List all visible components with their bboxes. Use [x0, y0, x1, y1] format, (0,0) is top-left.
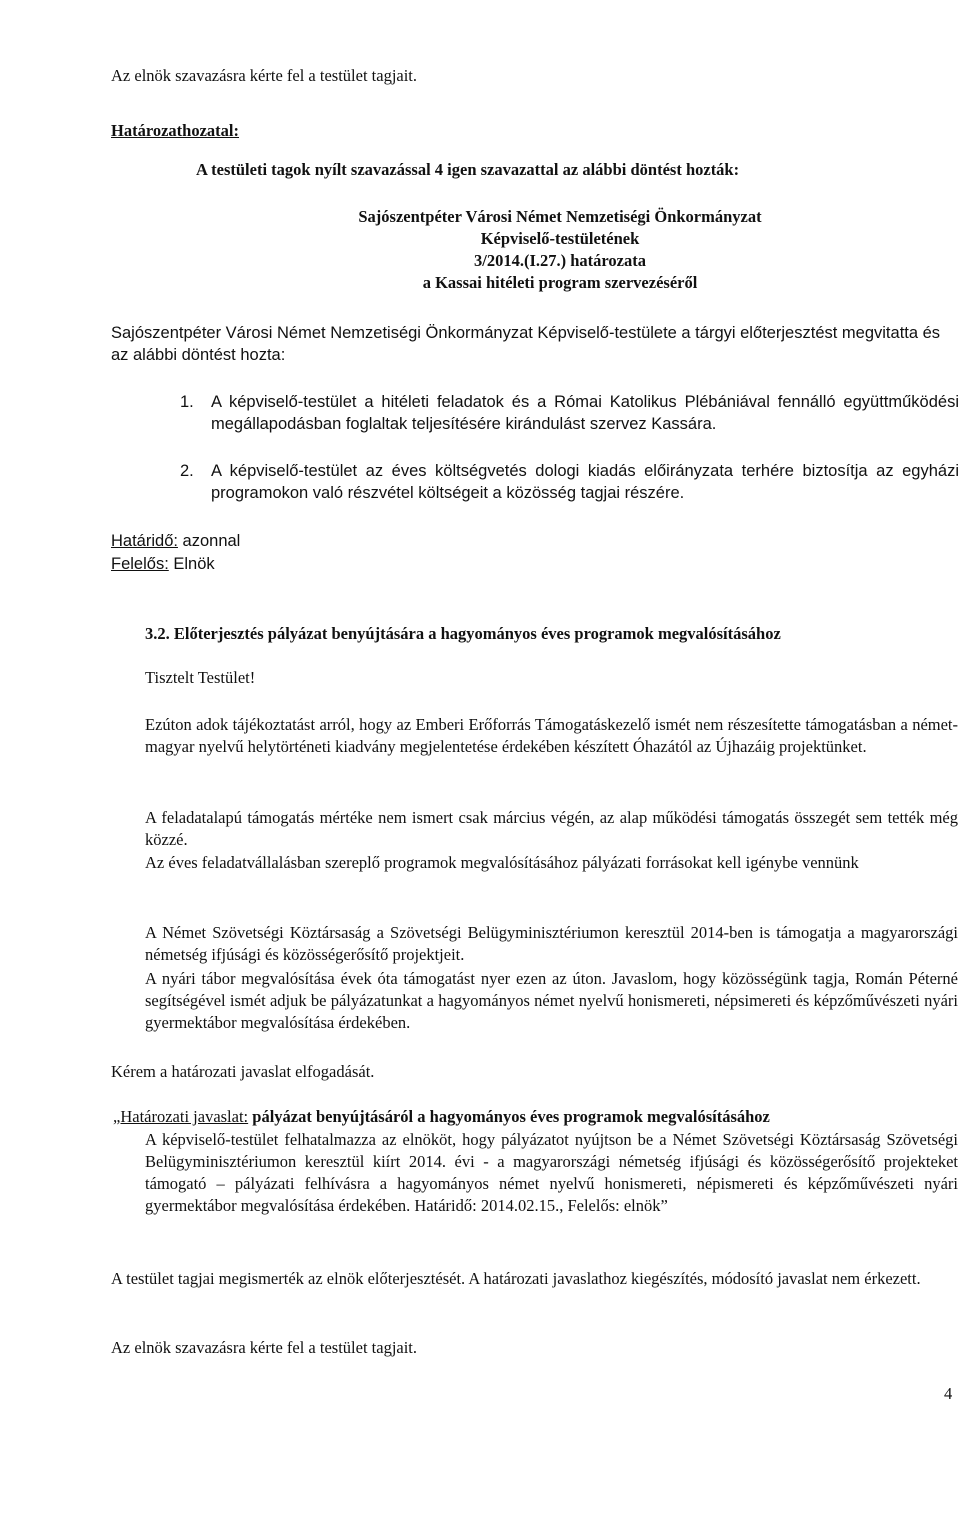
paragraph-2: A feladatalapú támogatás mértéke nem ismert csak március végén, az alap működési támogatás összegét sem tették még közzé. — [145, 808, 958, 849]
resolution-title-line3: 3/2014.(I.27.) határozata — [473, 251, 646, 270]
paragraph-1: Ezúton adok tájékoztatást arról, hogy az Emberi Erőforrás Támogatáskezelő ismét nem részesítette támogatásban a német-magyar nyelvű helytörténeti kiadvány megjelentetése érdekében készített Óhazától az Újhazáig projektünket. — [145, 715, 958, 756]
list-item-number: 2. — [180, 462, 194, 480]
resolution-title-line2: Képviselő-testületének — [480, 229, 640, 248]
list-item-text: A képviselő-testület a hitéleti feladatok és a Római Katolikus Plébániával fennálló együttműködési megállapodásban foglaltak teljesítésére kirándulást szervez Kassára. — [211, 393, 959, 433]
request-text: Kérem a határozati javaslat elfogadását. — [111, 1062, 375, 1081]
paragraph-3: Az éves feladatvállalásban szereplő programok megvalósításához pályázati forrásokat kell igénybe vennünk — [145, 853, 859, 872]
resolution-title — [280, 206, 840, 294]
responsible — [111, 553, 215, 575]
vote-result: A testületi tagok nyílt szavazással 4 igen szavazattal az alábbi döntést hozták: — [196, 160, 740, 179]
proposal-heading — [113, 1106, 960, 1128]
paragraph-5: A nyári tábor megvalósítása évek óta támogatást nyer ezen az úton. Javaslom, hogy közösségünk tagja, Román Péterné segítségével ismét adjuk be pályázatunkat a hagyományos német nyelvű honismereti, népsimereti és képzőművészeti nyári gyermektábor megvalósítása érdekében. — [145, 969, 958, 1032]
section-heading: 3.2. Előterjesztés pályázat benyújtására a hagyományos éves programok megvalósításához — [145, 624, 781, 643]
decision-heading: Határozathozatal: — [111, 121, 239, 140]
resolution-title-line4: a Kassai hitéleti program szervezéséről — [422, 273, 698, 292]
resolution-intro: Sajószentpéter Városi Német Nemzetiségi Önkormányzat Képviselő-testülete a tárgyi előterjesztést megvitatta és az alábbi döntést hozta: — [111, 324, 941, 364]
proposal-label: „Határozati javaslat: — [113, 1107, 249, 1126]
closing-vote-text: Az elnök szavazásra kérte fel a testület tagjait. — [111, 1338, 418, 1357]
responsible-value: Elnök — [168, 555, 215, 573]
proposal-title: pályázat benyújtásáról a hagyományos éves programok megvalósításához — [248, 1107, 770, 1126]
deadline-label: Határidő: — [111, 532, 178, 550]
intro-vote-text: Az elnök szavazásra kérte fel a testület tagjait. — [111, 66, 418, 85]
deadline-value: azonnal — [177, 532, 241, 550]
resolution-title-line1: Sajószentpéter Városi Német Nemzetiségi Önkormányzat — [358, 207, 762, 226]
greeting: Tisztelt Testület! — [145, 668, 256, 687]
deadline — [111, 530, 240, 552]
closing-statement: A testület tagjai megismerték az elnök előterjesztését. A határozati javaslathoz kiegészítés, módosító javaslat nem érkezett. — [111, 1269, 921, 1288]
list-item-number: 1. — [180, 393, 194, 411]
proposal-body: A képviselő-testület felhatalmazza az elnököt, hogy pályázatot nyújtson be a Német Szövetségi Köztársaság Szövetségi Belügyminisztériumon keresztül kiírt 2014. évi - a magyarországi németség ifjúsági és közösségerősítő projekteket támogató – pályázati felhívásra a hagyományos német nyelvű honismereti, népismereti és képzőművészeti nyári gyermektábor megvalósítása érdekében. Határidő: 2014.02.15., Felelős: elnök” — [145, 1130, 958, 1215]
list-item-text: A képviselő-testület az éves költségvetés dologi kiadás előirányzata terhére biztosítja az egyházi programokon való részvétel költségeit a közösség tagjai részére. — [211, 462, 959, 502]
page-number: 4 — [944, 1384, 953, 1403]
paragraph-4: A Német Szövetségi Köztársaság a Szövetségi Belügyminisztériumon keresztül 2014-ben is támogatja a magyarországi németség ifjúsági és közösségerősítő projektjeit. — [145, 923, 958, 964]
responsible-label: Felelős: — [111, 555, 169, 573]
